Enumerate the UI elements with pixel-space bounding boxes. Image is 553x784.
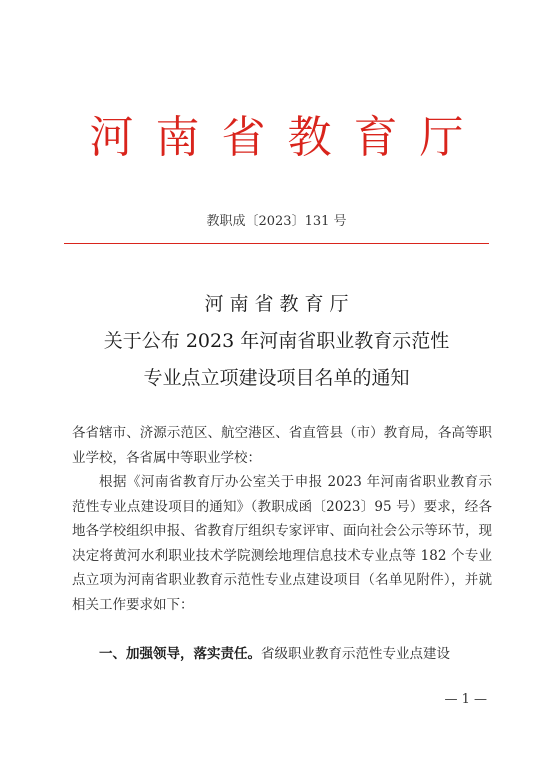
section-text-1: 省级职业教育示范性专业点建设 (261, 646, 450, 662)
issuer-heading: 河南省教育厅 (89, 112, 486, 163)
title-line-3: 专业点立项建设项目名单的通知 (143, 367, 410, 389)
body-paragraph-1: 根据《河南省教育厅办公室关于申报 2023 年河南省职业教育示范性专业点建设项目的通知》（教职成函〔2023〕95 号）要求，经各地各学校组织申报、省教育厅组织专家评审、面向社会公示等环节，现决定将黄河水利职业技术学院测绘地理信息技术专业点等 182 个专业点立项为河南省职业教育示范性专业点建设项目（名单见附件），并就相关工作要求如下： (72, 474, 492, 613)
salutation-paragraph: 各省辖市、济源示范区、航空港区、省直管县（市）教育局，各高等职业学校，各省属中等职业学校： (72, 425, 492, 466)
section-heading-1: 一、加强领导，落实责任。 (99, 646, 261, 662)
title-line-1: 河南省教育厅 (204, 293, 355, 315)
red-divider-line (64, 243, 489, 244)
title-line-2: 关于公布 2023 年河南省职业教育示范性 (103, 330, 450, 352)
document-number: 教职成〔2023〕131 号 (206, 214, 347, 229)
body-paragraph-2 (72, 642, 492, 667)
page-number: — 1 — (444, 692, 487, 707)
